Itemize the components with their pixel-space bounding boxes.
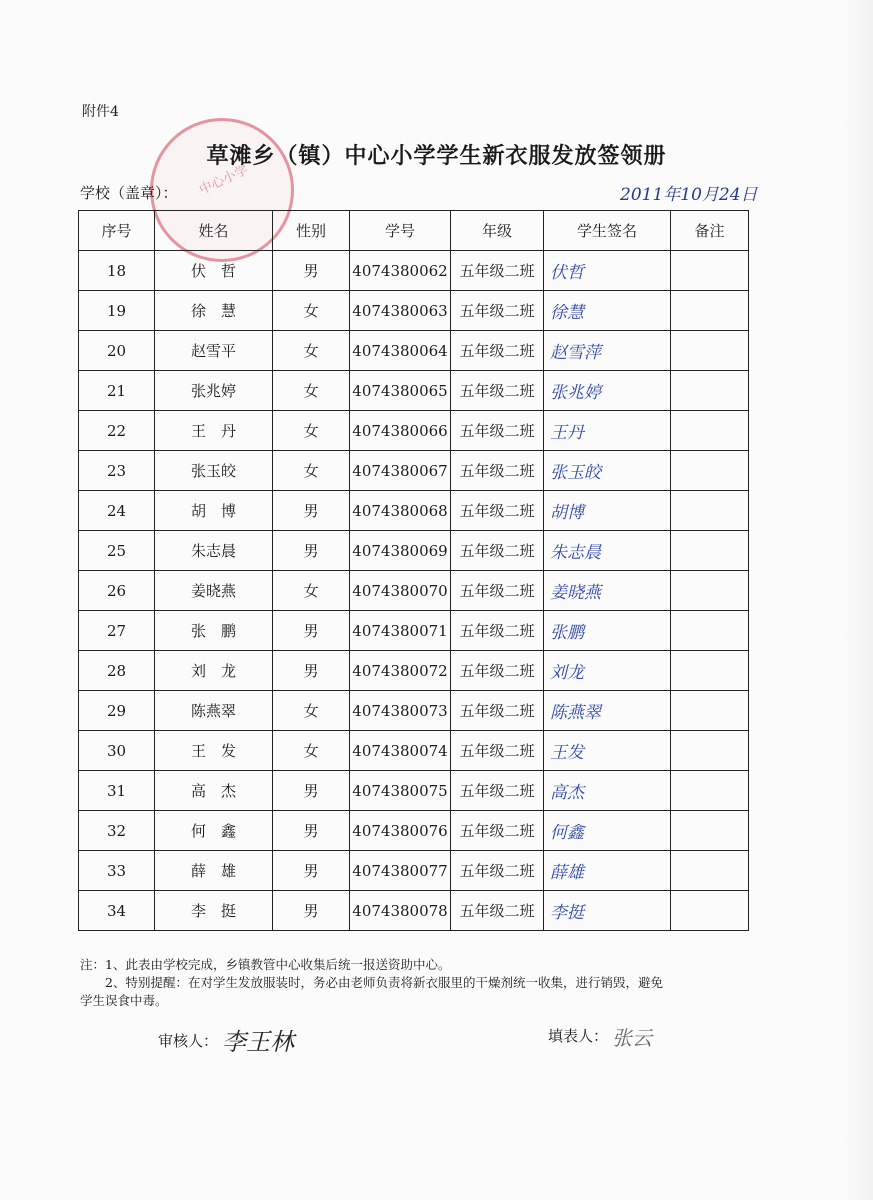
table-row	[79, 771, 749, 811]
cell-grade: 五年级二班	[451, 371, 544, 411]
roster-table	[78, 210, 749, 931]
table-row	[79, 731, 749, 771]
cell-signature: 高杰	[544, 771, 671, 811]
cell-grade: 五年级二班	[451, 491, 544, 531]
note-line-3: 学生误食中毒。	[80, 993, 168, 1008]
cell-no: 25	[79, 531, 155, 571]
table-row	[79, 851, 749, 891]
attachment-label: 附件4	[82, 104, 119, 120]
cell-signature: 薛雄	[544, 851, 671, 891]
cell-student-id: 4074380064	[350, 331, 451, 371]
header-signature: 学生签名	[544, 211, 671, 251]
cell-student-id: 4074380062	[350, 251, 451, 291]
reviewer-signature: 李王林	[222, 1028, 295, 1056]
cell-grade: 五年级二班	[451, 771, 544, 811]
cell-signature: 姜晓燕	[544, 571, 671, 611]
cell-grade: 五年级二班	[451, 411, 544, 451]
cell-name: 王 丹	[155, 411, 273, 451]
cell-grade: 五年级二班	[451, 251, 544, 291]
cell-name: 徐 慧	[155, 291, 273, 331]
cell-gender: 女	[273, 371, 350, 411]
cell-name: 薛 雄	[155, 851, 273, 891]
cell-student-id: 4074380069	[350, 531, 451, 571]
reviewer-label: 审核人：	[158, 1032, 219, 1050]
table-row	[79, 691, 749, 731]
cell-student-id: 4074380078	[350, 891, 451, 931]
cell-student-id: 4074380075	[350, 771, 451, 811]
note-line-1: 注：1、此表由学校完成，乡镇教管中心收集后统一报送资助中心。	[80, 957, 451, 972]
cell-remark	[671, 291, 749, 331]
cell-no: 31	[79, 771, 155, 811]
cell-gender: 男	[273, 251, 350, 291]
cell-name: 赵雪平	[155, 331, 273, 371]
header-name: 姓名	[155, 211, 273, 251]
filler-label: 填表人：	[548, 1027, 609, 1045]
table-row	[79, 371, 749, 411]
cell-gender: 男	[273, 771, 350, 811]
cell-gender: 女	[273, 291, 350, 331]
cell-remark	[671, 531, 749, 571]
cell-grade: 五年级二班	[451, 451, 544, 491]
cell-gender: 女	[273, 451, 350, 491]
table-row	[79, 571, 749, 611]
cell-remark	[671, 731, 749, 771]
cell-signature: 王发	[544, 731, 671, 771]
cell-gender: 女	[273, 571, 350, 611]
cell-signature: 胡博	[544, 491, 671, 531]
cell-remark	[671, 891, 749, 931]
cell-name: 王 发	[155, 731, 273, 771]
cell-no: 24	[79, 491, 155, 531]
cell-remark	[671, 251, 749, 291]
cell-gender: 男	[273, 891, 350, 931]
filler-signature: 张云	[612, 1026, 653, 1050]
cell-student-id: 4074380066	[350, 411, 451, 451]
cell-signature: 李挺	[544, 891, 671, 931]
cell-no: 26	[79, 571, 155, 611]
cell-grade: 五年级二班	[451, 731, 544, 771]
cell-student-id: 4074380063	[350, 291, 451, 331]
cell-signature: 张兆婷	[544, 371, 671, 411]
cell-name: 朱志晨	[155, 531, 273, 571]
cell-remark	[671, 771, 749, 811]
cell-grade: 五年级二班	[451, 851, 544, 891]
cell-remark	[671, 691, 749, 731]
table-row	[79, 651, 749, 691]
cell-signature: 刘龙	[544, 651, 671, 691]
cell-gender: 男	[273, 651, 350, 691]
cell-remark	[671, 571, 749, 611]
table-row	[79, 531, 749, 571]
table-row	[79, 451, 749, 491]
cell-gender: 男	[273, 531, 350, 571]
cell-grade: 五年级二班	[451, 571, 544, 611]
cell-grade: 五年级二班	[451, 291, 544, 331]
cell-remark	[671, 451, 749, 491]
cell-name: 张玉皎	[155, 451, 273, 491]
cell-no: 19	[79, 291, 155, 331]
cell-remark	[671, 491, 749, 531]
cell-remark	[671, 651, 749, 691]
reviewer	[158, 1022, 294, 1057]
table-row	[79, 251, 749, 291]
cell-grade: 五年级二班	[451, 651, 544, 691]
school-label: 学校（盖章）：	[80, 184, 178, 202]
cell-name: 张兆婷	[155, 371, 273, 411]
table-header-row	[79, 211, 749, 251]
table-row	[79, 411, 749, 451]
cell-student-id: 4074380076	[350, 811, 451, 851]
cell-name: 何 鑫	[155, 811, 273, 851]
cell-name: 姜晓燕	[155, 571, 273, 611]
header-remark: 备注	[671, 211, 749, 251]
page-edge	[840, 0, 873, 1200]
cell-no: 29	[79, 691, 155, 731]
cell-signature: 伏哲	[544, 251, 671, 291]
cell-gender: 男	[273, 811, 350, 851]
page-title: 草滩乡（镇）中心小学学生新衣服发放签领册	[206, 143, 667, 169]
cell-signature: 何鑫	[544, 811, 671, 851]
table-row	[79, 331, 749, 371]
table-row	[79, 291, 749, 331]
date-handwritten: 2011年10月24日	[620, 185, 758, 205]
cell-signature: 朱志晨	[544, 531, 671, 571]
cell-no: 21	[79, 371, 155, 411]
cell-no: 23	[79, 451, 155, 491]
cell-remark	[671, 611, 749, 651]
cell-gender: 女	[273, 731, 350, 771]
cell-remark	[671, 411, 749, 451]
cell-student-id: 4074380072	[350, 651, 451, 691]
cell-gender: 男	[273, 611, 350, 651]
cell-gender: 女	[273, 331, 350, 371]
cell-signature: 张玉皎	[544, 451, 671, 491]
stamp-text: 中心小学	[197, 162, 251, 199]
cell-no: 30	[79, 731, 155, 771]
table-row	[79, 491, 749, 531]
cell-no: 20	[79, 331, 155, 371]
table-row	[79, 811, 749, 851]
cell-student-id: 4074380065	[350, 371, 451, 411]
cell-no: 32	[79, 811, 155, 851]
cell-no: 22	[79, 411, 155, 451]
cell-signature: 张鹏	[544, 611, 671, 651]
cell-signature: 王丹	[544, 411, 671, 451]
cell-remark	[671, 811, 749, 851]
cell-student-id: 4074380077	[350, 851, 451, 891]
cell-name: 刘 龙	[155, 651, 273, 691]
cell-gender: 男	[273, 491, 350, 531]
cell-no: 34	[79, 891, 155, 931]
cell-signature: 徐慧	[544, 291, 671, 331]
table-row	[79, 611, 749, 651]
cell-name: 张 鹏	[155, 611, 273, 651]
header-gender: 性别	[273, 211, 350, 251]
cell-grade: 五年级二班	[451, 891, 544, 931]
cell-remark	[671, 331, 749, 371]
header-no: 序号	[79, 211, 155, 251]
cell-grade: 五年级二班	[451, 811, 544, 851]
header-student-id: 学号	[350, 211, 451, 251]
cell-no: 28	[79, 651, 155, 691]
header-grade: 年级	[451, 211, 544, 251]
cell-name: 陈燕翠	[155, 691, 273, 731]
cell-name: 伏 哲	[155, 251, 273, 291]
cell-student-id: 4074380074	[350, 731, 451, 771]
notes	[80, 956, 760, 1010]
cell-signature: 陈燕翠	[544, 691, 671, 731]
cell-grade: 五年级二班	[451, 691, 544, 731]
cell-signature: 赵雪萍	[544, 331, 671, 371]
cell-student-id: 4074380071	[350, 611, 451, 651]
filler	[548, 1022, 652, 1051]
cell-student-id: 4074380068	[350, 491, 451, 531]
cell-student-id: 4074380070	[350, 571, 451, 611]
cell-name: 胡 博	[155, 491, 273, 531]
cell-student-id: 4074380067	[350, 451, 451, 491]
cell-name: 李 挺	[155, 891, 273, 931]
table-row	[79, 891, 749, 931]
cell-gender: 女	[273, 411, 350, 451]
cell-name: 高 杰	[155, 771, 273, 811]
cell-no: 33	[79, 851, 155, 891]
cell-no: 27	[79, 611, 155, 651]
note-line-2: 2、特别提醒：在对学生发放服装时，务必由老师负责将新衣服里的干燥剂统一收集，进行销毁，避免	[80, 975, 663, 990]
cell-gender: 男	[273, 851, 350, 891]
cell-remark	[671, 851, 749, 891]
cell-no: 18	[79, 251, 155, 291]
cell-gender: 女	[273, 691, 350, 731]
cell-remark	[671, 371, 749, 411]
cell-grade: 五年级二班	[451, 331, 544, 371]
cell-student-id: 4074380073	[350, 691, 451, 731]
cell-grade: 五年级二班	[451, 611, 544, 651]
cell-grade: 五年级二班	[451, 531, 544, 571]
